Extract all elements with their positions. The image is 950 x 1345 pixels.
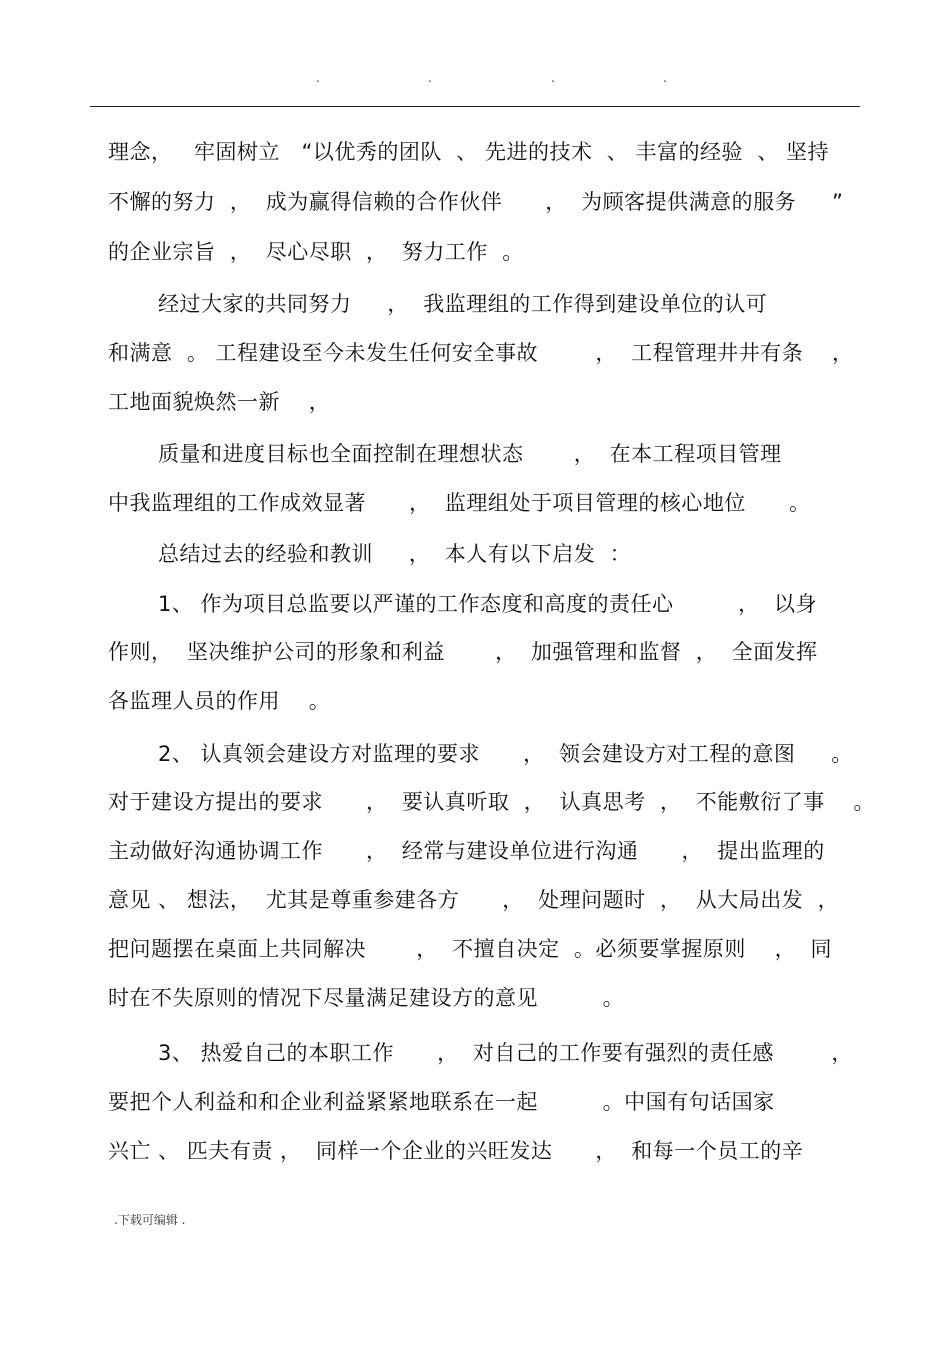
text-line: 和满意 。 工程建设至今未发生任何安全事故 ， 工程管理井井有条 ， bbox=[108, 341, 854, 365]
header-dot: . bbox=[663, 71, 667, 85]
text-line: 作则， 坚决维护公司的形象和利益 ， 加强管理和监督 ， 全面发挥 bbox=[108, 640, 818, 664]
page-header-dots bbox=[0, 68, 950, 88]
header-divider bbox=[90, 106, 860, 107]
text-line: 质量和进度目标也全面控制在理想状态 ， 在本工程项目管理 bbox=[158, 442, 782, 466]
text-line: 2、 认真领会建设方对监理的要求 ， 领会建设方对工程的意图 。 bbox=[158, 742, 853, 766]
header-dot: . bbox=[316, 71, 320, 85]
page-footer: .下载可编辑 . bbox=[114, 1213, 186, 1227]
text-line: 工地面貌焕然一新 ， bbox=[108, 390, 331, 414]
text-line: 把问题摆在桌面上共同解决 ， 不擅自决定 。必须要掌握原则 ， 同 bbox=[108, 937, 832, 961]
header-dot: . bbox=[428, 71, 432, 85]
text-line: 3、 热爱自己的本职工作 ， 对自己的工作要有强烈的责任感 ， bbox=[158, 1041, 853, 1065]
text-line: 理念， 牢固树立 “以优秀的团队 、 先进的技术 、 丰富的经验 、 坚持 bbox=[108, 140, 830, 164]
text-line: 要把个人利益和和企业利益紧紧地联系在一起 。中国有句话国家 bbox=[108, 1090, 775, 1114]
text-line: 意见 、 想法， 尤其是尊重参建各方 ， 处理问题时 ， 从大局出发 ， bbox=[108, 888, 840, 912]
text-line: 时在不失原则的情况下尽量满足建设方的意见 。 bbox=[108, 986, 625, 1010]
text-line: 的企业宗旨 ， 尽心尽职 ， 努力工作 。 bbox=[108, 240, 524, 264]
text-line: 兴亡 、 匹夫有责 ， 同样一个企业的兴旺发达 ， 和每一个员工的辛 bbox=[108, 1139, 804, 1163]
text-line: 1、 作为项目总监要以严谨的工作态度和高度的责任心 ， 以身 bbox=[158, 592, 817, 616]
text-line: 不懈的努力 ， 成为赢得信赖的合作伙伴 ， 为顾客提供满意的服务 ” bbox=[108, 190, 844, 214]
text-line: 经过大家的共同努力 ， 我监理组的工作得到建设单位的认可 bbox=[158, 292, 768, 316]
header-dot: . bbox=[551, 71, 555, 85]
text-line: 总结过去的经验和教训 ， 本人有以下启发 ： bbox=[158, 542, 632, 566]
text-line: 主动做好沟通协调工作 ， 经常与建设单位进行沟通 ， 提出监理的 bbox=[108, 839, 825, 863]
text-line: 中我监理组的工作成效显著 ， 监理组处于项目管理的核心地位 。 bbox=[108, 491, 811, 515]
text-line: 各监理人员的作用 。 bbox=[108, 689, 331, 713]
text-line: 对于建设方提出的要求 ， 要认真听取 ， 认真思考 ， 不能敷衍了事 。 bbox=[108, 790, 876, 814]
